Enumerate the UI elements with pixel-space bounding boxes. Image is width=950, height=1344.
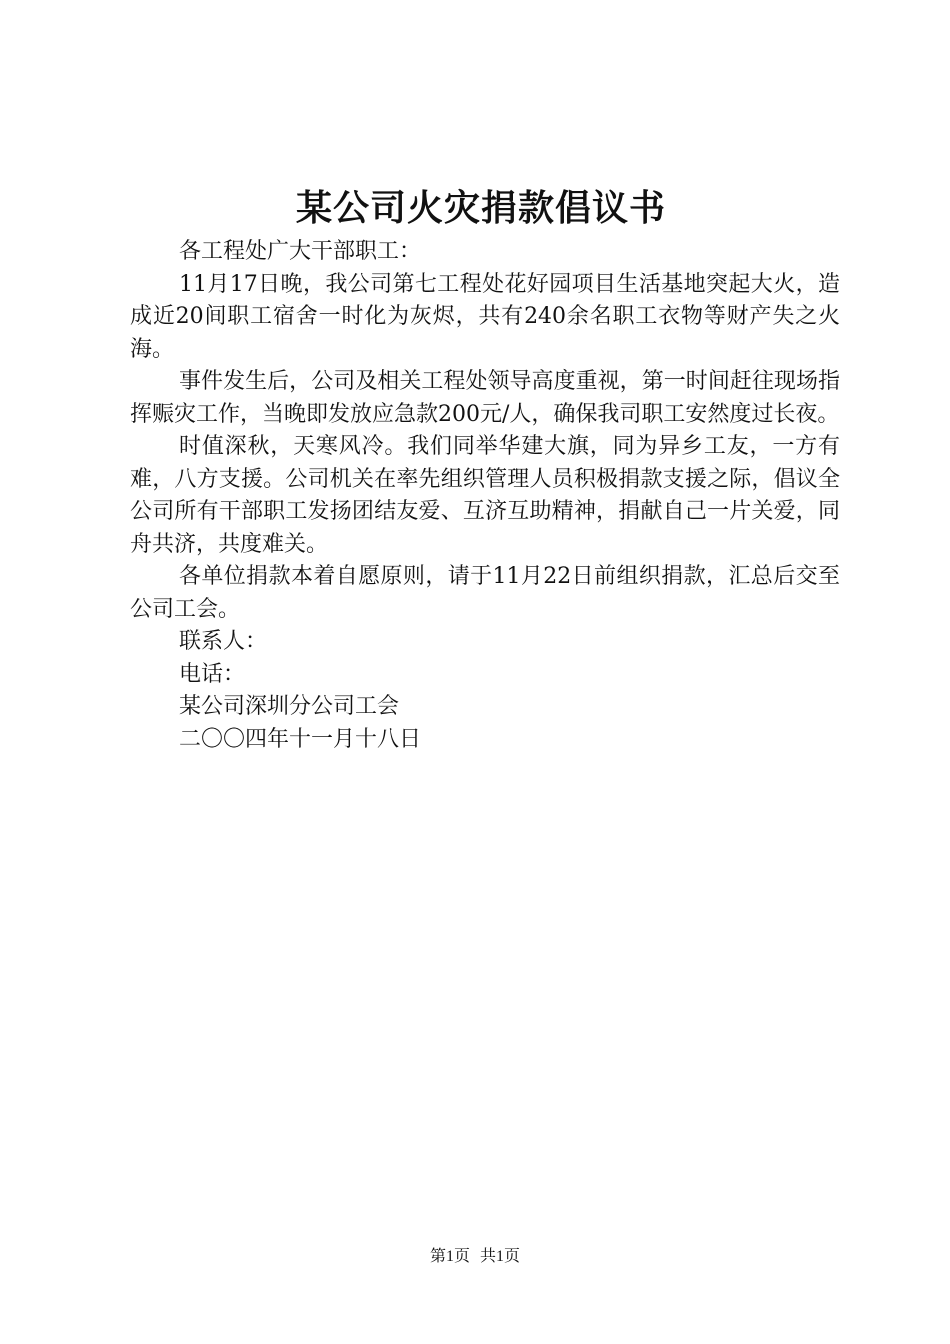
paragraph-incident: 11月17日晚，我公司第七工程处花好园项目生活基地突起大火，造成近20间职工宿舍一时化为灰烬，共有240余名职工衣物等财产失之火海。	[130, 271, 840, 362]
paragraph-response: 事件发生后，公司及相关工程处领导高度重视，第一时间赶往现场指挥赈灾工作，当晚即发放应急款200元/人，确保我司职工安然度过长夜。	[130, 369, 840, 427]
document-body	[130, 180, 840, 756]
page-footer	[0, 1243, 950, 1266]
signature-date: 二〇〇四年十一月十八日	[179, 726, 422, 752]
paragraph-deadline: 各单位捐款本着自愿原则，请于11月22日前组织捐款，汇总后交至公司工会。	[130, 564, 840, 622]
contact-person-label: 联系人：	[179, 629, 268, 654]
paragraph-appeal: 时值深秋，天寒风冷。我们同举华建大旗，同为异乡工友，一方有难，八方支援。公司机关在率先组织管理人员积极捐款支援之际，倡议全公司所有干部职工发扬团结友爱、互济互助精神，捐献自己一片关爱，同舟共济，共度难关。	[130, 434, 840, 557]
phone-label: 电话：	[179, 661, 246, 687]
salutation: 各工程处广大干部职工：	[179, 239, 422, 264]
page-number-total: 共1页	[480, 1248, 521, 1265]
document-title: 某公司火灾捐款倡议书	[295, 187, 666, 229]
page-number-current: 第1页	[429, 1248, 470, 1265]
signature-organization: 某公司深圳分公司工会	[179, 694, 400, 719]
